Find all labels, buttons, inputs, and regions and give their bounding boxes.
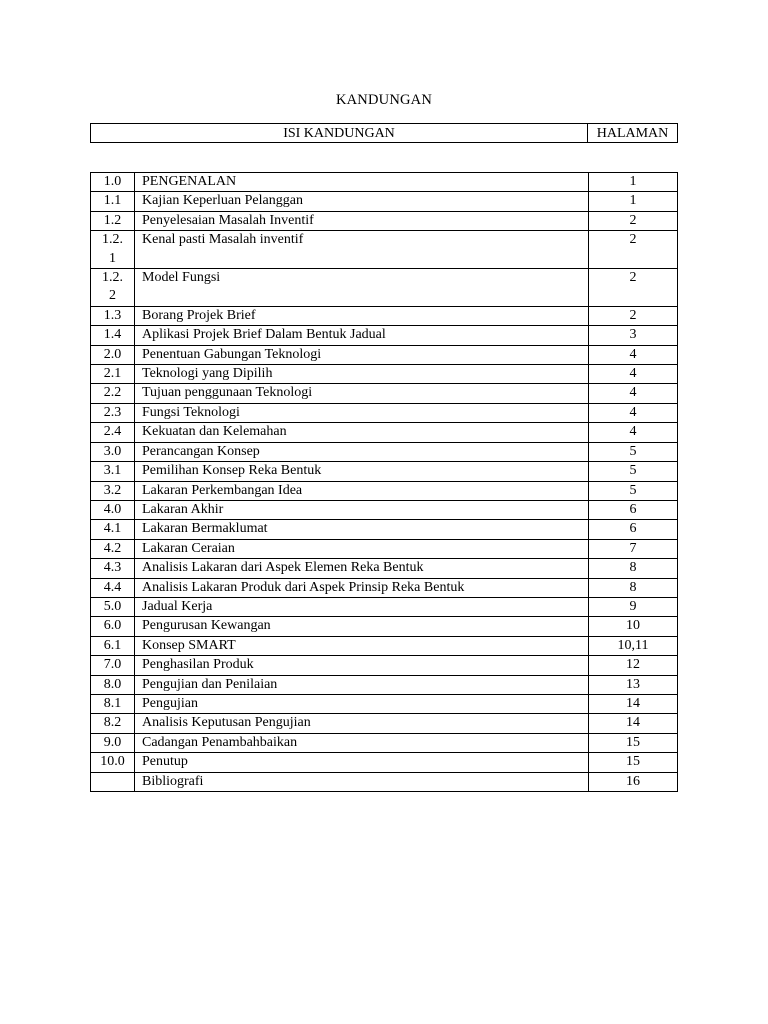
toc-row — [91, 403, 678, 422]
section-number: 4.1 — [91, 520, 135, 539]
toc-row — [91, 192, 678, 211]
toc-row — [91, 211, 678, 230]
section-title: Bibliografi — [135, 772, 589, 791]
page-number: 14 — [589, 714, 678, 733]
section-number: 1.3 — [91, 306, 135, 325]
page-number: 4 — [589, 423, 678, 442]
toc-row — [91, 578, 678, 597]
toc-row — [91, 714, 678, 733]
section-number: 1.4 — [91, 326, 135, 345]
page-number: 3 — [589, 326, 678, 345]
toc-row — [91, 269, 678, 307]
section-number: 6.1 — [91, 636, 135, 655]
page-number: 8 — [589, 559, 678, 578]
section-number: 3.0 — [91, 442, 135, 461]
toc-table — [90, 172, 678, 792]
section-number: 1.2 — [91, 211, 135, 230]
page-number: 2 — [589, 231, 678, 269]
page-number: 16 — [589, 772, 678, 791]
toc-header-table — [90, 123, 678, 143]
toc-row — [91, 500, 678, 519]
section-number: 1.1 — [91, 192, 135, 211]
section-number: 1.2. 1 — [91, 231, 135, 269]
toc-header-row — [91, 124, 678, 143]
page-number: 8 — [589, 578, 678, 597]
page-number: 2 — [589, 306, 678, 325]
section-title: Penentuan Gabungan Teknologi — [135, 345, 589, 364]
page-number: 5 — [589, 462, 678, 481]
page-number: 1 — [589, 173, 678, 192]
page-number: 5 — [589, 481, 678, 500]
toc-row — [91, 481, 678, 500]
toc-row — [91, 559, 678, 578]
section-title: Kenal pasti Masalah inventif — [135, 231, 589, 269]
section-number: 8.0 — [91, 675, 135, 694]
section-title: Teknologi yang Dipilih — [135, 365, 589, 384]
section-number: 6.0 — [91, 617, 135, 636]
section-number: 7.0 — [91, 656, 135, 675]
section-number: 4.3 — [91, 559, 135, 578]
page-number: 10 — [589, 617, 678, 636]
section-number: 4.2 — [91, 539, 135, 558]
section-title: Penutup — [135, 753, 589, 772]
toc-body — [91, 173, 678, 792]
section-number: 8.1 — [91, 694, 135, 713]
page-column-header: HALAMAN — [588, 124, 678, 143]
toc-row — [91, 231, 678, 269]
section-number: 3.1 — [91, 462, 135, 481]
section-title: Pemilihan Konsep Reka Bentuk — [135, 462, 589, 481]
section-number: 9.0 — [91, 733, 135, 752]
section-title: Analisis Keputusan Pengujian — [135, 714, 589, 733]
section-number: 4.0 — [91, 500, 135, 519]
page-number: 6 — [589, 500, 678, 519]
page-number: 7 — [589, 539, 678, 558]
section-title: Analisis Lakaran Produk dari Aspek Prinsip Reka Bentuk — [135, 578, 589, 597]
section-title: Penghasilan Produk — [135, 656, 589, 675]
section-title: Aplikasi Projek Brief Dalam Bentuk Jadual — [135, 326, 589, 345]
section-number: 4.4 — [91, 578, 135, 597]
toc-row — [91, 539, 678, 558]
section-title: Pengujian dan Penilaian — [135, 675, 589, 694]
section-title: Model Fungsi — [135, 269, 589, 307]
toc-row — [91, 365, 678, 384]
section-number: 5.0 — [91, 597, 135, 616]
section-title: Borang Projek Brief — [135, 306, 589, 325]
toc-row — [91, 345, 678, 364]
page-number: 4 — [589, 403, 678, 422]
toc-row — [91, 772, 678, 791]
section-number: 2.1 — [91, 365, 135, 384]
toc-row — [91, 597, 678, 616]
section-number: 1.2. 2 — [91, 269, 135, 307]
page-number: 4 — [589, 384, 678, 403]
page-number: 14 — [589, 694, 678, 713]
page-number: 9 — [589, 597, 678, 616]
page-number: 2 — [589, 211, 678, 230]
section-title: Analisis Lakaran dari Aspek Elemen Reka Bentuk — [135, 559, 589, 578]
section-number: 2.0 — [91, 345, 135, 364]
section-number — [91, 772, 135, 791]
section-number: 3.2 — [91, 481, 135, 500]
toc-row — [91, 675, 678, 694]
toc-row — [91, 462, 678, 481]
page-number: 15 — [589, 733, 678, 752]
section-title: Kajian Keperluan Pelanggan — [135, 192, 589, 211]
toc-row — [91, 694, 678, 713]
page-number: 15 — [589, 753, 678, 772]
section-title: Fungsi Teknologi — [135, 403, 589, 422]
toc-row — [91, 636, 678, 655]
section-number: 1.0 — [91, 173, 135, 192]
page-title: KANDUNGAN — [335, 92, 433, 108]
section-title: Lakaran Bermaklumat — [135, 520, 589, 539]
section-title: Pengurusan Kewangan — [135, 617, 589, 636]
toc-row — [91, 520, 678, 539]
section-title: Kekuatan dan Kelemahan — [135, 423, 589, 442]
toc-row — [91, 733, 678, 752]
toc-row — [91, 306, 678, 325]
section-number: 2.4 — [91, 423, 135, 442]
page-number: 2 — [589, 269, 678, 307]
toc-row — [91, 173, 678, 192]
section-number: 10.0 — [91, 753, 135, 772]
section-title: Tujuan penggunaan Teknologi — [135, 384, 589, 403]
section-title: PENGENALAN — [135, 173, 589, 192]
section-number: 2.3 — [91, 403, 135, 422]
toc-row — [91, 384, 678, 403]
page-number: 12 — [589, 656, 678, 675]
section-title: Konsep SMART — [135, 636, 589, 655]
section-title: Jadual Kerja — [135, 597, 589, 616]
section-number: 8.2 — [91, 714, 135, 733]
section-title: Lakaran Akhir — [135, 500, 589, 519]
toc-row — [91, 423, 678, 442]
page-number: 13 — [589, 675, 678, 694]
page-number: 4 — [589, 345, 678, 364]
toc-row — [91, 617, 678, 636]
section-title: Cadangan Penambahbaikan — [135, 733, 589, 752]
toc-row — [91, 753, 678, 772]
page-number: 4 — [589, 365, 678, 384]
section-title: Perancangan Konsep — [135, 442, 589, 461]
section-title: Pengujian — [135, 694, 589, 713]
contents-column-header: ISI KANDUNGAN — [91, 124, 588, 143]
section-title: Lakaran Perkembangan Idea — [135, 481, 589, 500]
page-number: 10,11 — [589, 636, 678, 655]
section-title: Lakaran Ceraian — [135, 539, 589, 558]
page-number: 1 — [589, 192, 678, 211]
toc-row — [91, 656, 678, 675]
page-number: 5 — [589, 442, 678, 461]
section-title: Penyelesaian Masalah Inventif — [135, 211, 589, 230]
toc-row — [91, 442, 678, 461]
page-number: 6 — [589, 520, 678, 539]
section-number: 2.2 — [91, 384, 135, 403]
toc-row — [91, 326, 678, 345]
